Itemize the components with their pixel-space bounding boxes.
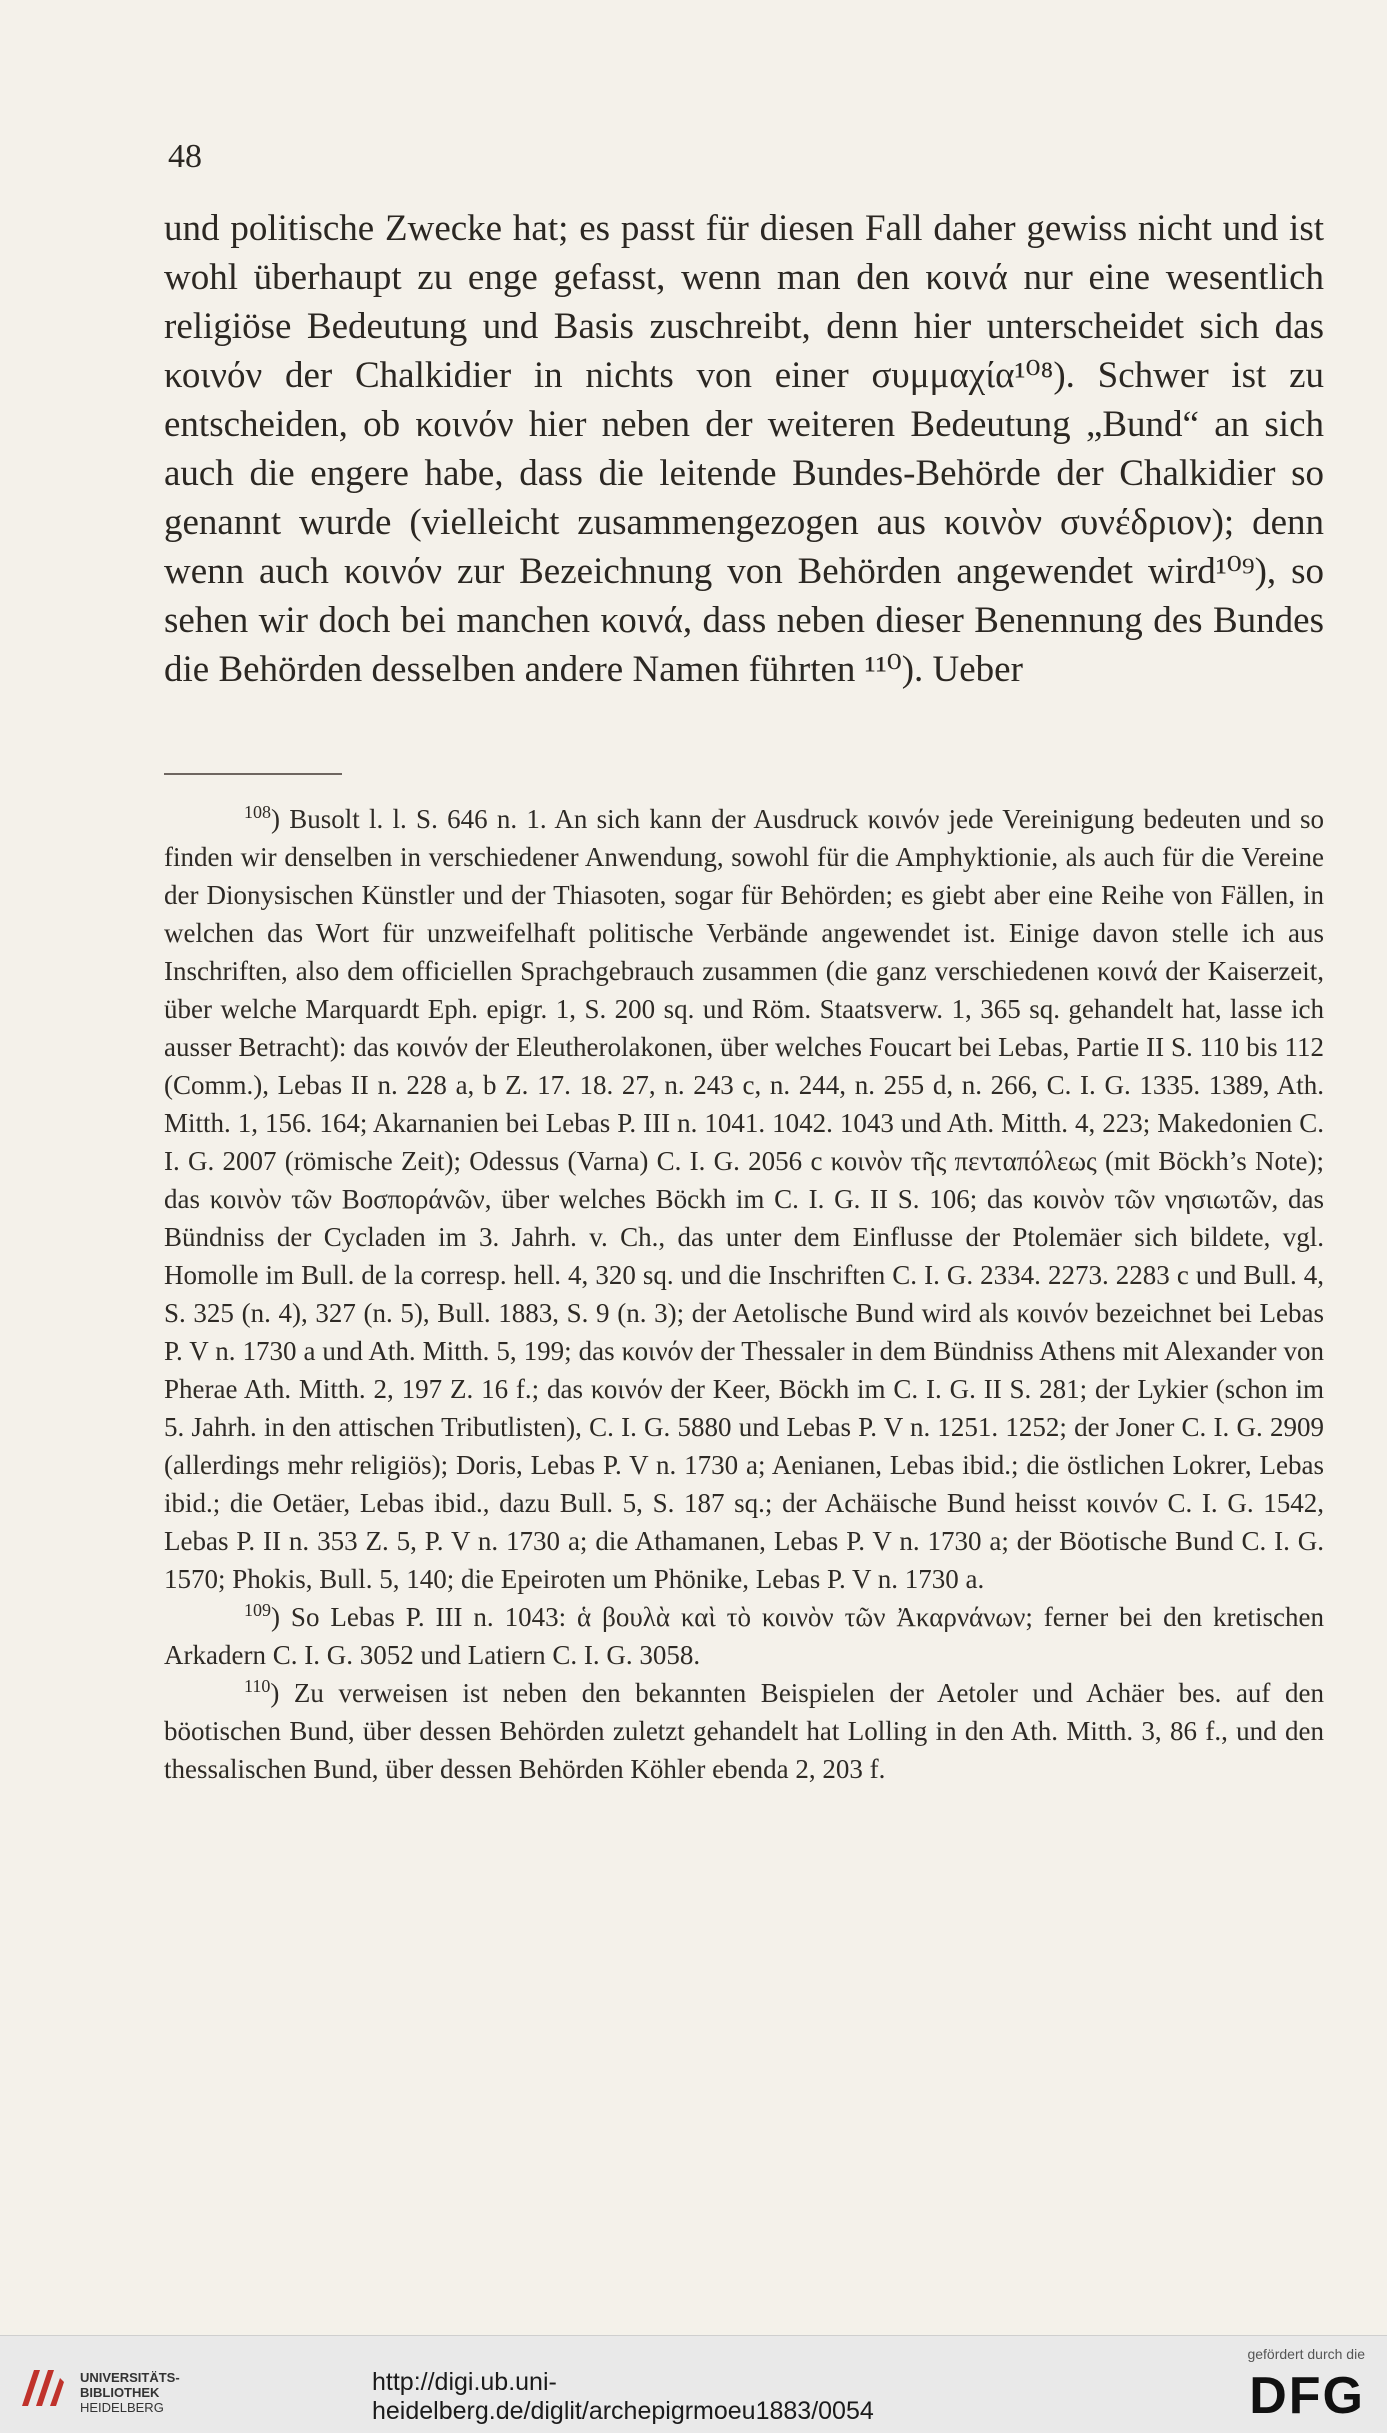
ub-heidelberg-logo-icon[interactable] (14, 2360, 70, 2416)
footnote-108 (164, 800, 1324, 1598)
library-city: HEIDELBERG (80, 2400, 164, 2415)
main-body-text: und politische Zwecke hat; es passt für diesen Fall daher gewiss nicht und ist wohl überhaupt zu enge gefasst, wenn man den κοινά nur eine wesentlich religiöse Bedeutung und Basis zuschreibt, denn hier unterscheidet sich das κοινόν der Chalkidier in nichts von einer συμμαχία¹⁰⁸). Schwer ist zu entscheiden, ob κοινόν hier neben der weiteren Bedeutung „Bund“ an sich auch die engere habe, dass die leitende Bundes-Behörde der Chalkidier so genannt wurde (vielleicht zusammengezogen aus κοινὸν συνέδριον); denn wenn auch κοινόν zur Bezeichnung von Behörden angewendet wird¹⁰⁹), so sehen wir doch bei manchen κοινά, dass neben dieser Benennung des Bundes die Behörden desselben andere Namen führten ¹¹⁰). Ueber (164, 208, 1324, 690)
viewer-footer (0, 2335, 1387, 2433)
footnote-marker: 110 (244, 1676, 271, 1696)
footnote-109 (164, 1598, 1324, 1674)
footnote-text: ) Busolt l. l. S. 646 n. 1. An sich kann der Ausdruck κοινόν jede Vereinigung bedeuten und so finden wir denselben in verschiedener Anwendung, sowohl für die Amphyktionie, als auch für die Vereine der Dionysischen Künstler und der Thiasoten, sogar für Behörden; es giebt aber eine Reihe von Fällen, in welchen das Wort für unzweifelhaft politische Verbände angewendet ist. Einige davon stelle ich aus Inschriften, also dem officiellen Sprachgebrauch zusammen (die ganz verschiedenen κοινά der Kaiserzeit, über welche Marquardt Eph. epigr. 1, S. 200 sq. und Röm. Staatsverw. 1, 365 sq. gehandelt hat, lasse ich ausser Betracht): das κοινόν der Eleutherolakonen, über welches Foucart bei Lebas, Partie II S. 110 bis 112 (Comm.), Lebas II n. 228 a, b Z. 17. 18. 27, n. 243 c, n. 244, n. 255 d, n. 266, C. I. G. 1335. 1389, Ath. Mitth. 1, 156. 164; Akarnanien bei Lebas P. III n. 1041. 1042. 1043 und Ath. Mitth. 4, 223; Makedonien C. I. G. 2007 (römische Zeit); Odessus (Varna) C. I. G. 2056 c κοινὸν τῆς πενταπόλεως (mit Böckh’s Note); das κοινὸν τῶν Βοσποράνῶν, über welches Böckh im C. I. G. II S. 106; das κοινὸν τῶν νησιωτῶν, das Bündniss der Cycladen im 3. Jahrh. v. Ch., das unter dem Einflusse der Ptolemäer sich bildete, vgl. Homolle im Bull. de la corresp. hell. 4, 320 sq. und die Inschriften C. I. G. 2334. 2273. 2283 c und Bull. 4, S. 325 (n. 4), 327 (n. 5), Bull. 1883, S. 9 (n. 3); der Aetolische Bund wird als κοινόν bezeichnet bei Lebas P. V n. 1730 a und Ath. Mitth. 5, 199; das κοινόν der Thessaler in dem Bündniss Athens mit Alexander von Pherae Ath. Mitth. 2, 197 Z. 16 f.; das κοινόν der Keer, Böckh im C. I. G. II S. 281; der Lykier (schon im 5. Jahrh. in den attischen Tributlisten), C. I. G. 5880 und Lebas P. V n. 1251. 1252; der Joner C. I. G. 2909 (allerdings mehr religiös); Doris, Lebas P. V n. 1730 a; Aenianen, Lebas ibid.; die östlichen Lokrer, Lebas ibid.; die Oetäer, Lebas ibid., dazu Bull. 5, S. 187 sq.; der Achäische Bund heisst κοινόν C. I. G. 1542, Lebas P. II n. 353 Z. 5, P. V n. 1730 a; die Athamanen, Lebas P. V n. 1730 a; der Böotische Bund C. I. G. 1570; Phokis, Bull. 5, 140; die Epeiroten um Phönike, Lebas P. V n. 1730 a. (164, 804, 1324, 1594)
permalink-url[interactable]: http://digi.ub.uni-heidelberg.de/diglit/archepigrmoeu1883/0054 (372, 2368, 874, 2425)
funder-note: gefördert durch die (1247, 2346, 1365, 2362)
library-name-line: UNIVERSITÄTS- (80, 2370, 180, 2385)
footnote-marker: 108 (244, 802, 271, 822)
dfg-logo[interactable]: DFG (1249, 2367, 1365, 2425)
footnote-text: ) So Lebas P. III n. 1043: ἁ βουλὰ καὶ τὸ κοινὸν τῶν Ἀκαρνάνων; ferner bei den kretischen Arkadern C. I. G. 3052 und Latiern C. I. G. 3058. (164, 1602, 1324, 1670)
library-name[interactable] (80, 2370, 180, 2415)
footnote-text: ) Zu verweisen ist neben den bekannten Beispielen der Aetoler und Achäer bes. auf den böotischen Bund, über dessen Behörden zuletzt gehandelt hat Lolling in den Ath. Mitth. 3, 86 f., und den thessalischen Bund, über dessen Behörden Köhler ebenda 2, 203 f. (164, 1678, 1324, 1784)
footnotes-section (164, 800, 1324, 1788)
library-name-line: BIBLIOTHEK (80, 2385, 160, 2400)
page-number: 48 (168, 138, 202, 175)
footnote-divider (164, 773, 342, 775)
footnote-110 (164, 1674, 1324, 1788)
footnote-marker: 109 (244, 1600, 271, 1620)
